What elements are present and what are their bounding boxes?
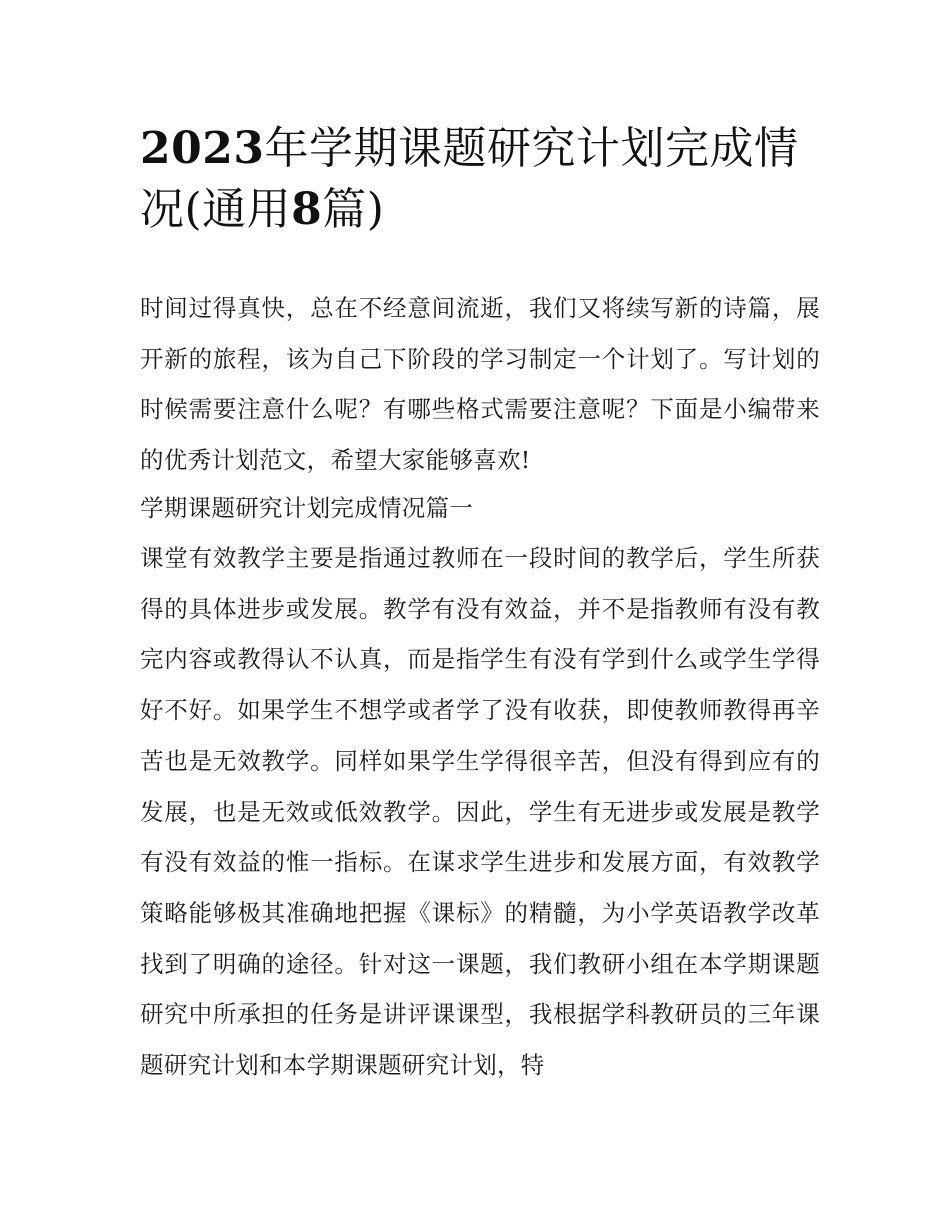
section-heading: 学期课题研究计划完成情况篇一: [140, 494, 474, 522]
section-body-paragraph: 课堂有效教学主要是指通过教师在一段时间的教学后，学生所获得的具体进步或发展。教学有没有效益，并不是指教师有没有教完内容或教得认不认真，而是指学生有没有学到什么或学生学得好不好。如果学生不想学或者学了没有收获，即使教师教得再辛苦也是无效教学。同样如果学生学得很辛苦，但没有得到应有的发展，也是无效或低效教学。因此，学生有无进步或发展是教学有没有效益的惟一指标。在谋求学生进步和发展方面，有效教学策略能够极其准确地把握《课标》的精髓，为小学英语教学改革找到了明确的途径。针对这一课题，我们教研小组在本学期课题研究中所承担的任务是讲评课课型，我根据学科教研员的三年课题研究计划和本学期课题研究计划，特: [140, 544, 820, 1080]
document-title: 2023年学期课题研究计划完成情况(通用8篇): [140, 123, 799, 235]
intro-paragraph: 时间过得真快，总在不经意间流逝，我们又将续写新的诗篇，展开新的旅程，该为自己下阶段的学习制定一个计划了。写计划的时候需要注意什么呢？有哪些格式需要注意呢？下面是小编带来的优秀计划范文，希望大家能够喜欢!: [140, 294, 820, 475]
